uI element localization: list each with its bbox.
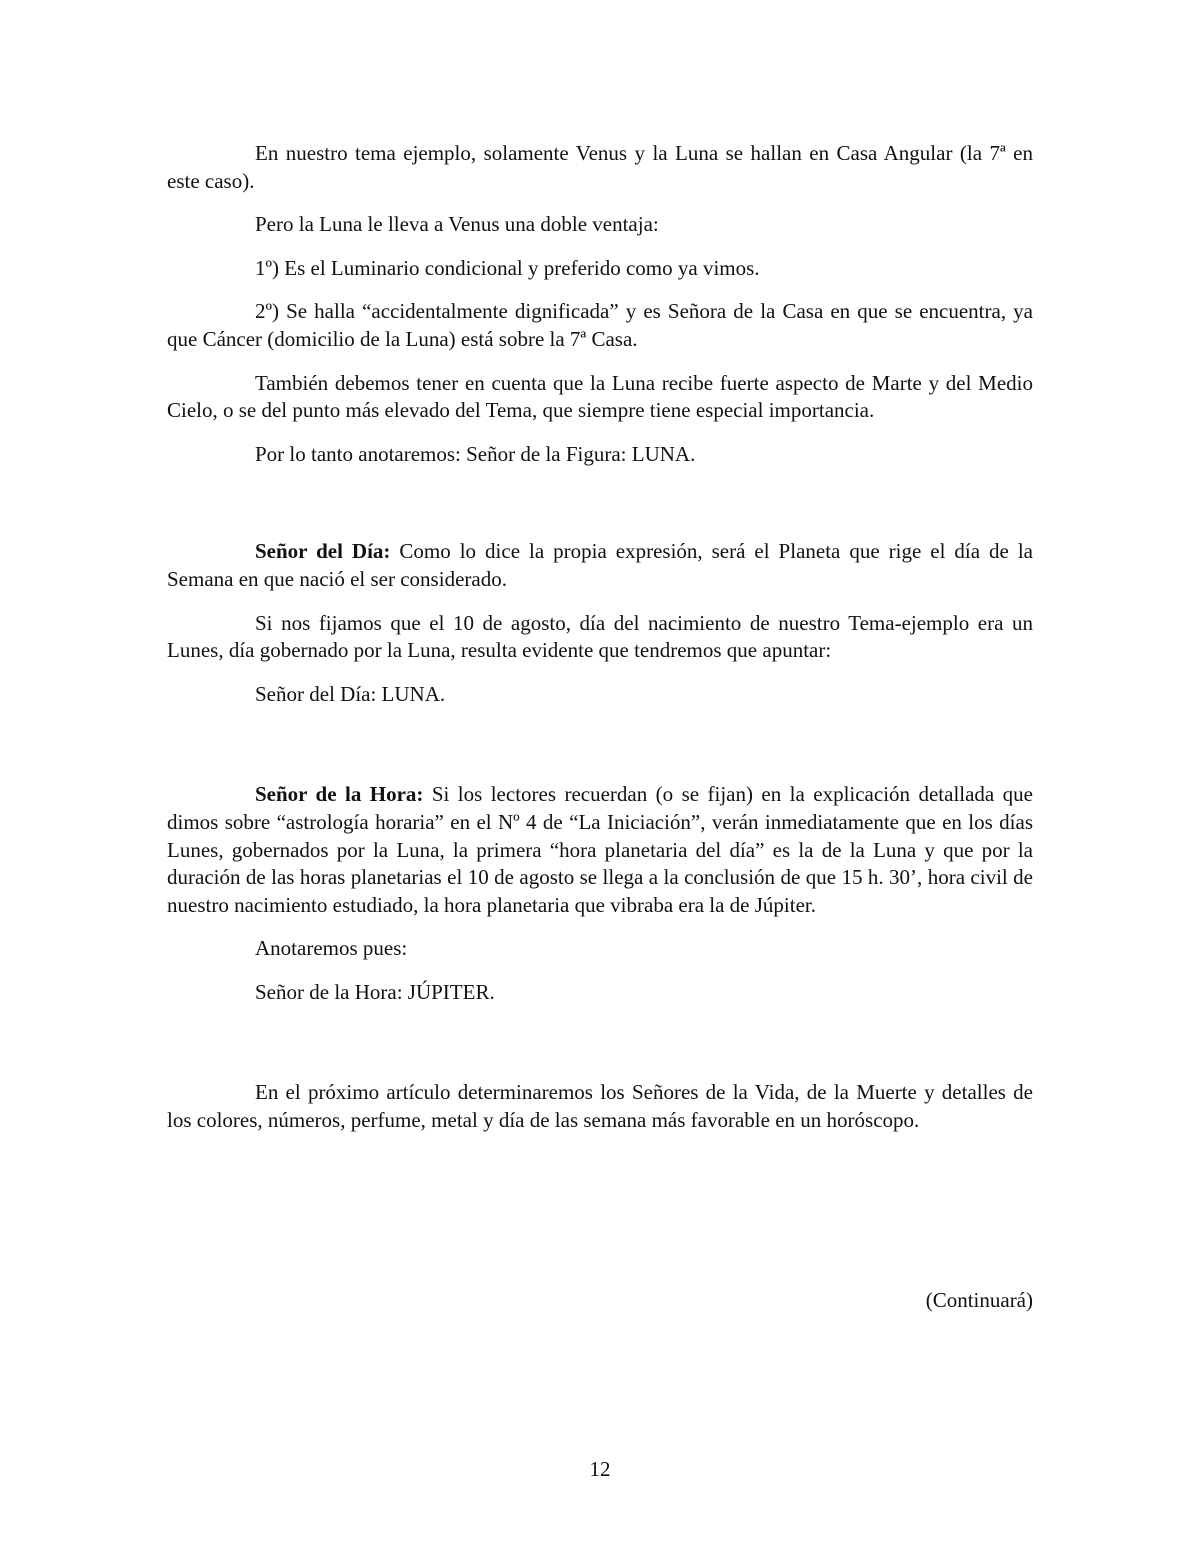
page-number: 12 [589, 1457, 611, 1481]
paragraph-double-advantage [167, 211, 1033, 239]
paragraph-text: También debemos tener en cuenta que la Luna recibe fuerte aspecto de Marte y del Medio Cielo, o se del punto más elevado del Tema, que siempre tiene especial importancia. [167, 370, 1033, 423]
paragraph-text: Pero la Luna le lleva a Venus una doble ventaja: [255, 212, 659, 237]
paragraph-text: Señor del Día: LUNA. [255, 681, 446, 706]
paragraph-lord-of-hour-heading [167, 781, 1033, 919]
paragraph-point-2 [167, 298, 1033, 353]
paragraph-text: Señor de la Hora: JÚPITER. [255, 979, 495, 1004]
paragraph-lord-of-hour-result [167, 979, 1033, 1007]
paragraph-next-article [167, 1079, 1033, 1134]
paragraph-lord-of-figure [167, 441, 1033, 469]
paragraph-text: En el próximo artículo determinaremos los Señores de la Vida, de la Muerte y detalles de los colores, números, perfume, metal y día de las semana más favorable en un horóscopo. [167, 1080, 1033, 1133]
section-lead-lord-of-day: Señor del Día: [255, 539, 391, 564]
continues-label: (Continuará) [925, 1288, 1033, 1312]
paragraph-mars-aspect [167, 370, 1033, 425]
page-body [167, 140, 1033, 1135]
paragraph-angular-house [167, 140, 1033, 195]
paragraph-point-1 [167, 255, 1033, 283]
paragraph-text: Anotaremos pues: [255, 936, 408, 961]
paragraph-text: Como lo dice la propia expresión, será el Planeta que rige el día de la Semana en que nació el ser considerado. [167, 539, 1033, 591]
paragraph-lord-of-day-heading [167, 538, 1033, 593]
paragraph-note-thus [167, 935, 1033, 963]
paragraph-birth-monday [167, 610, 1033, 665]
section-lead-lord-of-hour: Señor de la Hora: [255, 782, 424, 807]
paragraph-lord-of-day-result [167, 681, 1033, 709]
paragraph-text: 1º) Es el Luminario condicional y preferido como ya vimos. [255, 255, 760, 280]
paragraph-text: Si los lectores recuerdan (o se fijan) en la explicación detallada que dimos sobre “astrología horaria” en el Nº 4 de “La Iniciación”, verán inmediatamente que en los días Lunes, gobernados por la Luna, la primera “hora planetaria del día” es la de la Luna y que por la duración de las horas planetarias el 10 de agosto se llega a la conclusión de que 15 h. 30’, hora civil de nuestro nacimiento estudiado, la hora planetaria que vibraba era la de Júpiter. [167, 782, 1034, 917]
paragraph-text: En nuestro tema ejemplo, solamente Venus y la Luna se hallan en Casa Angular (la 7ª en este caso). [167, 141, 1033, 193]
paragraph-text: Si nos fijamos que el 10 de agosto, día del nacimiento de nuestro Tema-ejemplo era un Lunes, día gobernado por la Luna, resulta evidente que tendremos que apuntar: [167, 610, 1033, 663]
paragraph-text: 2º) Se halla “accidentalmente dignificada” y es Señora de la Casa en que se encuentra, ya que Cáncer (domicilio de la Luna) está sobre la 7ª Casa. [167, 299, 1033, 351]
paragraph-text: Por lo tanto anotaremos: Señor de la Figura: LUNA. [255, 441, 696, 466]
